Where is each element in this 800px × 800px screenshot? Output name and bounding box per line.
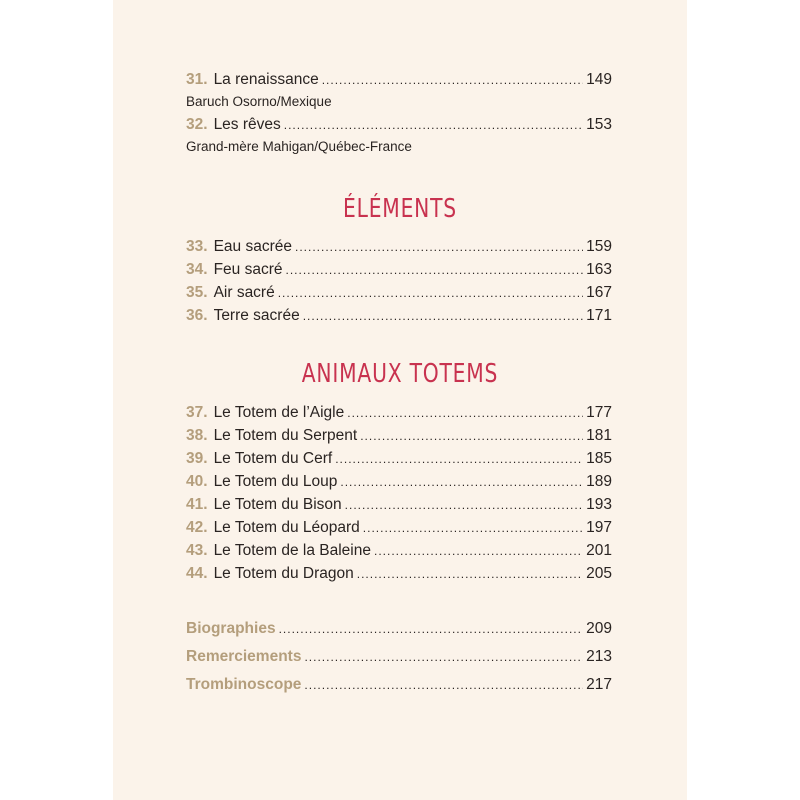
dot-leader [304, 678, 583, 692]
entry-page: 197 [586, 519, 612, 536]
entry-page: 153 [586, 116, 612, 133]
entry-title: Le Totem du Bison [213, 496, 342, 513]
entry-page: 185 [586, 450, 612, 467]
toc-group-totems [186, 404, 612, 587]
entry-title: Le Totem du Loup [213, 473, 338, 490]
toc-entry-31[interactable] [186, 71, 612, 93]
dot-leader [360, 429, 583, 443]
entry-page: 171 [586, 307, 612, 324]
entry-page: 167 [586, 284, 612, 301]
entry-number: 41. [186, 496, 208, 513]
toc-entry-36[interactable] [186, 307, 612, 329]
entry-number: 31. [186, 71, 208, 88]
toc-entry-38[interactable] [186, 427, 612, 449]
toc-entry-trombinoscope[interactable] [186, 676, 612, 704]
entry-page: 177 [586, 404, 612, 421]
entry-page: 205 [586, 565, 612, 582]
entry-number: 36. [186, 307, 208, 324]
dot-leader [340, 475, 583, 489]
entry-page: 193 [586, 496, 612, 513]
entry-page: 163 [586, 261, 612, 278]
dot-leader [363, 521, 583, 535]
dot-leader [278, 286, 583, 300]
toc-group-top [186, 71, 612, 157]
entry-title: Terre sacrée [213, 307, 300, 324]
toc-entry-remerciements[interactable] [186, 648, 612, 676]
dot-leader [347, 406, 583, 420]
entry-title: Les rêves [213, 116, 281, 133]
dot-leader [357, 567, 583, 581]
dot-leader [304, 650, 583, 664]
toc-entry-43[interactable] [186, 542, 612, 564]
entry-title: Remerciements [186, 648, 302, 665]
entry-title: La renaissance [213, 71, 319, 88]
dot-leader [284, 118, 583, 132]
entry-title: Trombinoscope [186, 676, 302, 693]
entry-number: 42. [186, 519, 208, 536]
section-title-totems: ANIMAUX TOTEMS [301, 359, 499, 389]
entry-page: 149 [586, 71, 612, 88]
toc-entry-33[interactable] [186, 238, 612, 260]
dot-leader [374, 544, 583, 558]
entry-number: 38. [186, 427, 208, 444]
dot-leader [303, 309, 583, 323]
entry-title: Le Totem du Léopard [213, 519, 360, 536]
entry-title: Eau sacrée [213, 238, 292, 255]
dot-leader [335, 452, 583, 466]
entry-page: 213 [586, 648, 612, 665]
dot-leader [285, 263, 583, 277]
dot-leader [345, 498, 583, 512]
entry-number: 39. [186, 450, 208, 467]
entry-page: 189 [586, 473, 612, 490]
entry-title: Le Totem du Dragon [213, 565, 354, 582]
toc-entry-41[interactable] [186, 496, 612, 518]
entry-number: 32. [186, 116, 208, 133]
toc-entry-37[interactable] [186, 404, 612, 426]
entry-title: Air sacré [213, 284, 275, 301]
entry-title: Biographies [186, 620, 276, 637]
toc-entry-42[interactable] [186, 519, 612, 541]
entry-title: Le Totem du Serpent [213, 427, 358, 444]
toc-entry-biographies[interactable] [186, 620, 612, 648]
section-title-elements: ÉLÉMENTS [343, 194, 457, 224]
entry-page: 201 [586, 542, 612, 559]
toc-entry-39[interactable] [186, 450, 612, 472]
dot-leader [295, 240, 583, 254]
entry-number: 40. [186, 473, 208, 490]
dot-leader [322, 73, 583, 87]
entry-page: 159 [586, 238, 612, 255]
entry-page: 209 [586, 620, 612, 637]
entry-title: Feu sacré [213, 261, 283, 278]
entry-subtitle: Grand-mère Mahigan/Québec-France [186, 139, 412, 154]
entry-title: Le Totem de l’Aigle [213, 404, 345, 421]
entry-number: 44. [186, 565, 208, 582]
entry-page: 181 [586, 427, 612, 444]
toc-group-elements [186, 238, 612, 329]
toc-group-backmatter [186, 620, 612, 704]
toc-entry-34[interactable] [186, 261, 612, 283]
dot-leader [279, 622, 584, 636]
entry-number: 34. [186, 261, 208, 278]
toc-entry-44[interactable] [186, 565, 612, 587]
toc-entry-32[interactable] [186, 116, 612, 138]
entry-number: 43. [186, 542, 208, 559]
entry-number: 35. [186, 284, 208, 301]
entry-subtitle: Baruch Osorno/Mexique [186, 94, 332, 109]
entry-number: 37. [186, 404, 208, 421]
entry-title: Le Totem de la Baleine [213, 542, 371, 559]
toc-entry-35[interactable] [186, 284, 612, 306]
entry-page: 217 [586, 676, 612, 693]
entry-number: 33. [186, 238, 208, 255]
entry-title: Le Totem du Cerf [213, 450, 333, 467]
toc-entry-40[interactable] [186, 473, 612, 495]
